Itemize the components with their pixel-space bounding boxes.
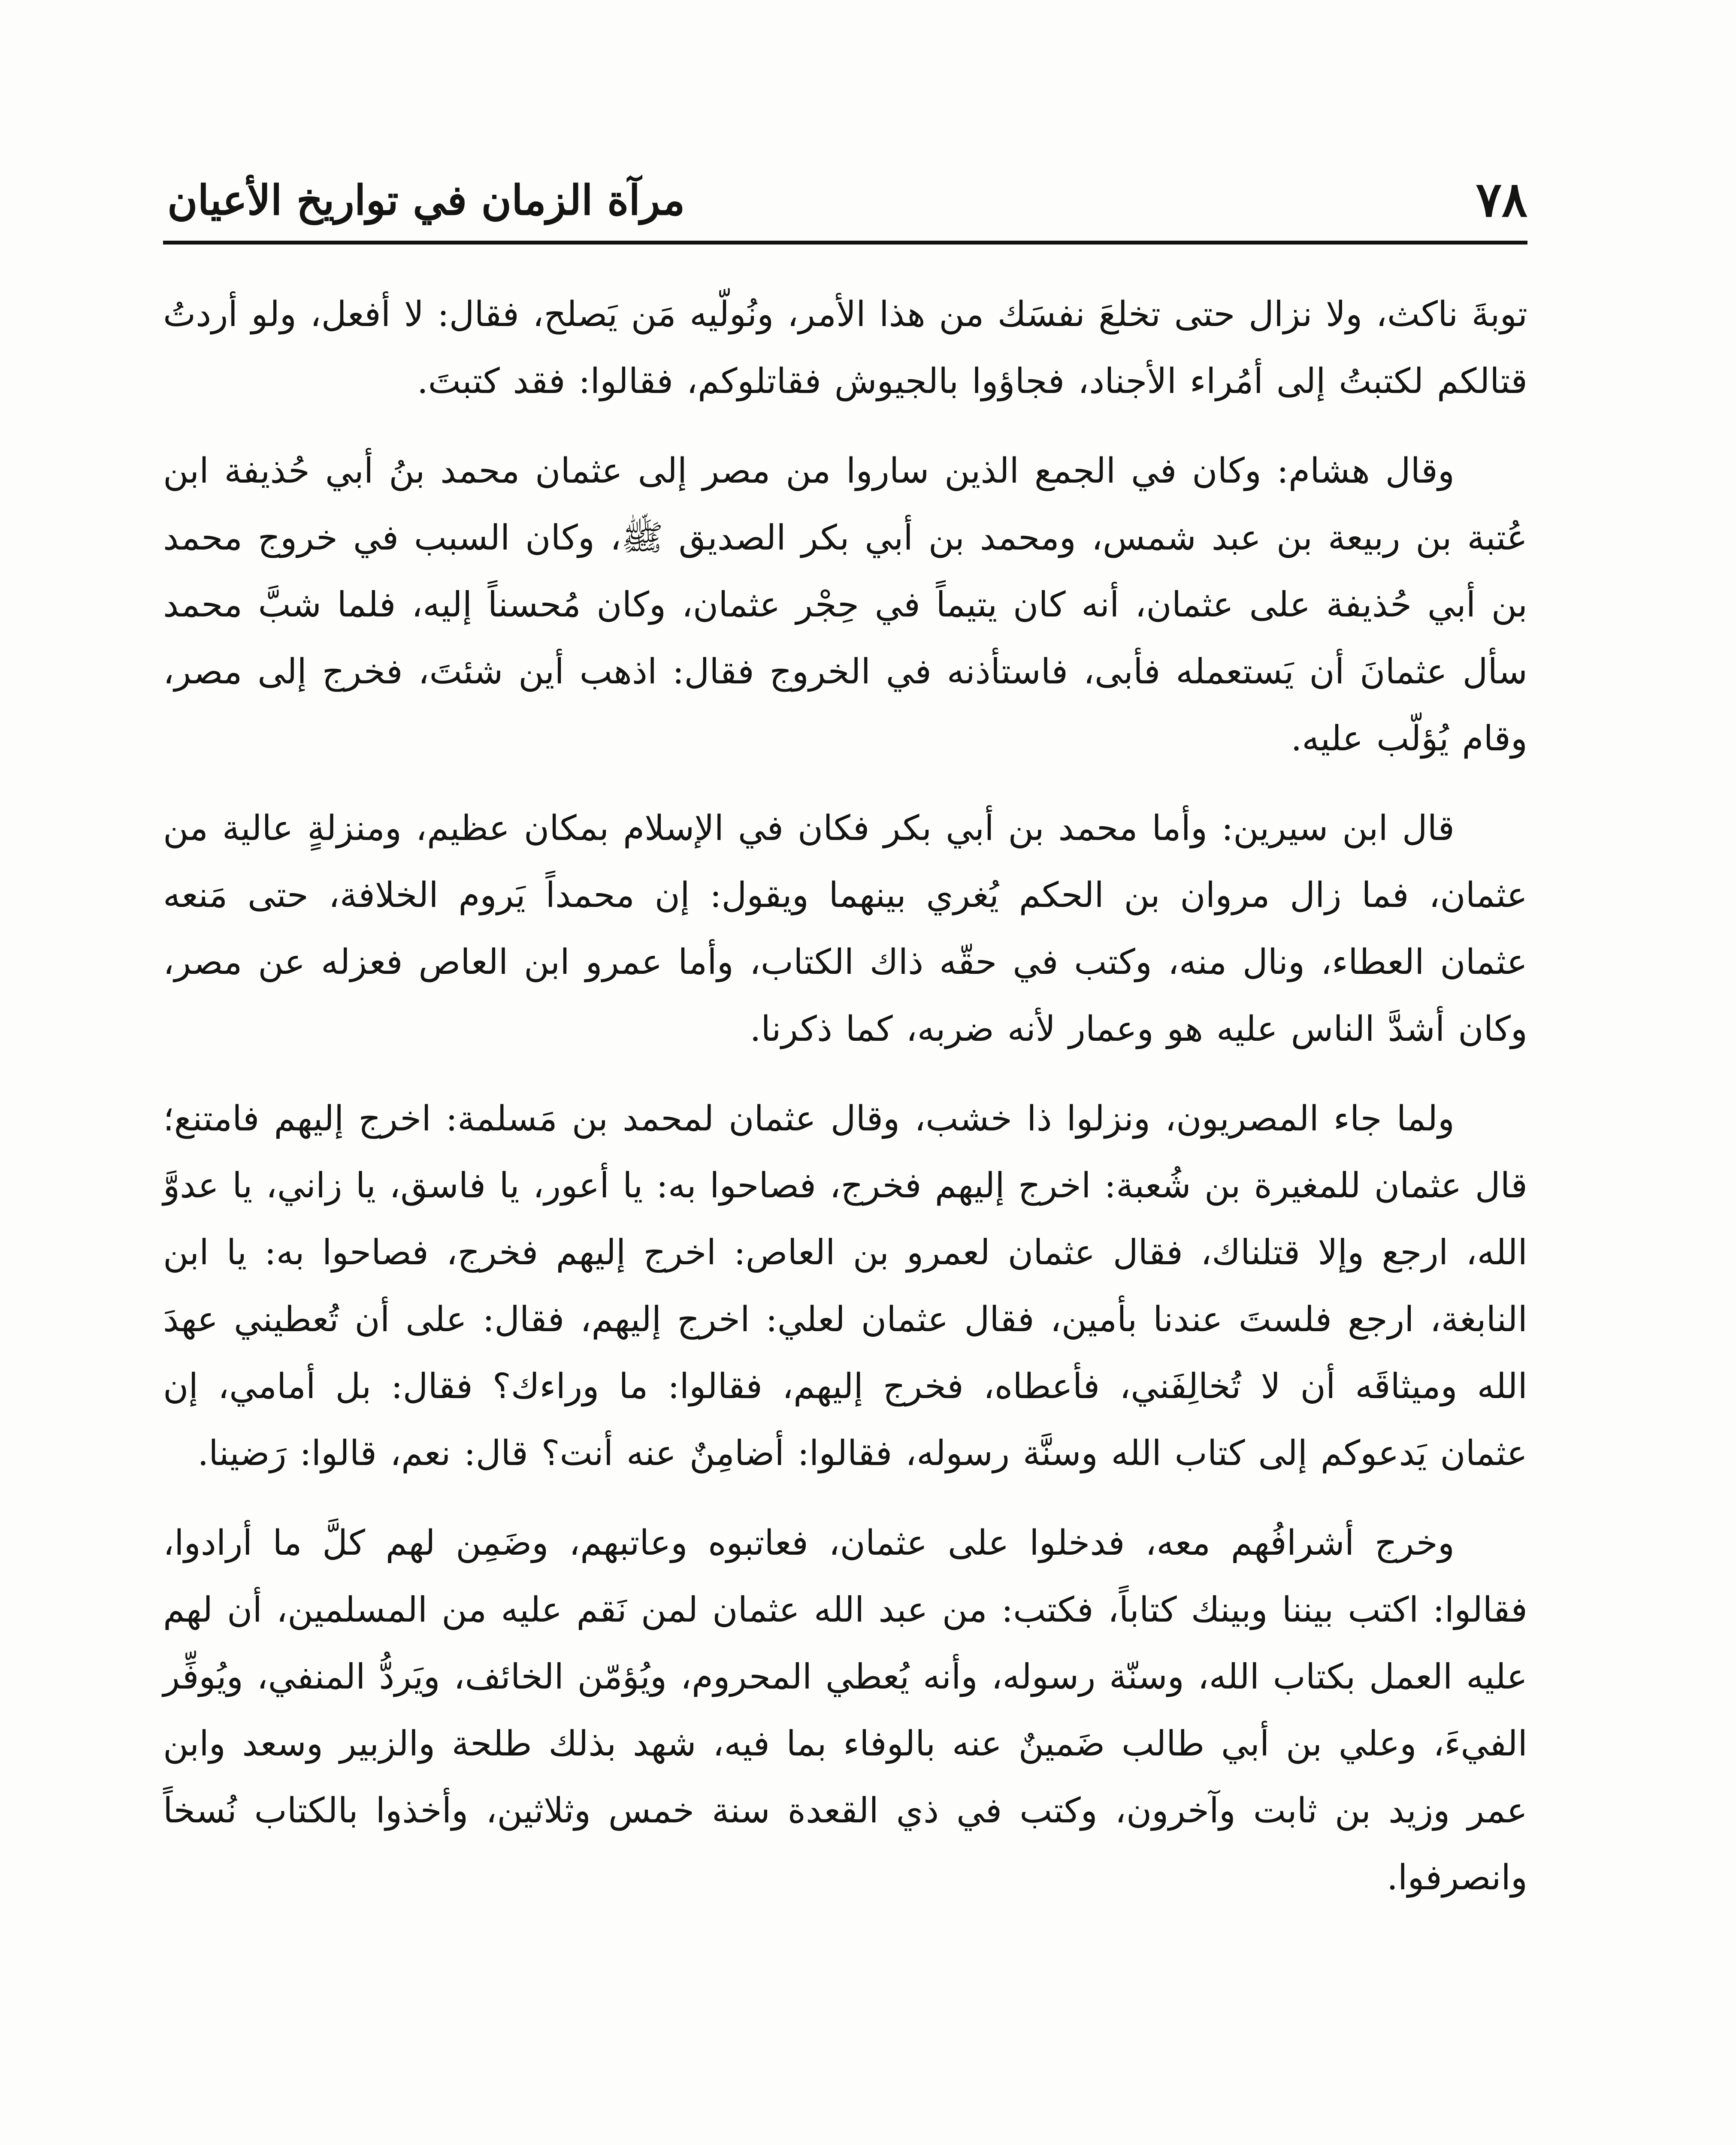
page-number: ٧٨ bbox=[1476, 172, 1527, 228]
body-text bbox=[163, 281, 1527, 1934]
paragraph-2: وقال هشام: وكان في الجمع الذين ساروا من مصر إلى عثمان محمد بنُ أبي حُذيفة ابن عُتبة بن ربيعة بن عبد شمس، ومحمد بن أبي بكر الصديق ﷺ، وكان السبب في خروج محمد بن أبي حُذيفة على عثمان، أنه كان يتيماً في حِجْر عثمان، وكان مُحسناً إليه، فلما شبَّ محمد سأل عثمانَ أن يَستعمله فأبى، فاستأذنه في الخروج فقال: اذهب أين شئتَ، فخرج إلى مصر، وقام يُؤلّب عليه. bbox=[163, 451, 1528, 759]
paragraph-3: قال ابن سيرين: وأما محمد بن أبي بكر فكان في الإسلام بمكان عظيم، ومنزلةٍ عالية من عثمان، فما زال مروان بن الحكم يُغري بينهما ويقول: إن محمداً يَروم الخلافة، حتى مَنعه عثمان العطاء، ونال منه، وكتب في حقّه ذاك الكتاب، وأما عمرو ابن العاص فعزله عن مصر، وكان أشدَّ الناس عليه هو وعمار لأنه ضربه، كما ذكرنا. bbox=[163, 808, 1527, 1049]
page-header bbox=[163, 159, 1527, 245]
paragraph-1: توبةَ ناكث، ولا نزال حتى تخلعَ نفسَك من هذا الأمر، ونُولّيه مَن يَصلح، فقال: لا أفعل، ولو أردتُ قتالكم لكتبتُ إلى أمُراء الأجناد، فجاؤوا بالجيوش فقاتلوكم، فقالوا: فقد كتبتَ. bbox=[163, 294, 1527, 402]
running-title: مرآة الزمان في تواريخ الأعيان bbox=[167, 176, 685, 224]
paragraph-4: ولما جاء المصريون، ونزلوا ذا خشب، وقال عثمان لمحمد بن مَسلمة: اخرج إليهم فامتنع؛ قال عثمان للمغيرة بن شُعبة: اخرج إليهم فخرج، فصاحوا به: يا أعور، يا فاسق، يا زاني، يا عدوَّ الله، ارجع وإلا قتلناك، فقال عثمان لعمرو بن العاص: اخرج إليهم فخرج، فصاحوا به: يا ابن النابغة، ارجع فلستَ عندنا بأمين، فقال عثمان لعلي: اخرج إليهم، فقال: على أن تُعطيني عهدَ الله وميثاقَه أن لا تُخالِفَني، فأعطاه، فخرج إليهم، فقالوا: ما وراءك؟ فقال: بل أمامي، إن عثمان يَدعوكم إلى كتاب الله وسنَّة رسوله، فقالوا: أضامِنٌ عنه أنت؟ قال: نعم، قالوا: رَضينا. bbox=[163, 1099, 1527, 1474]
paragraph-5: وخرج أشرافُهم معه، فدخلوا على عثمان، فعاتبوه وعاتبهم، وضَمِن لهم كلَّ ما أرادوا، فقالوا: اكتب بيننا وبينك كتاباً، فكتب: من عبد الله عثمان لمن نَقم عليه من المسلمين، أن لهم عليه العمل بكتاب الله، وسنّة رسوله، وأنه يُعطي المحروم، ويُؤمّن الخائف، ويَردُّ المنفي، ويُوفِّر الفيءَ، وعلي بن أبي طالب ضَمينٌ عنه بالوفاء بما فيه، شهد بذلك طلحة والزبير وسعد وابن عمر وزيد بن ثابت وآخرون، وكتب في ذي القعدة سنة خمس وثلاثين، وأخذوا بالكتاب نُسخاً وانصرفوا. bbox=[163, 1523, 1527, 1898]
header-rule bbox=[163, 241, 1527, 245]
